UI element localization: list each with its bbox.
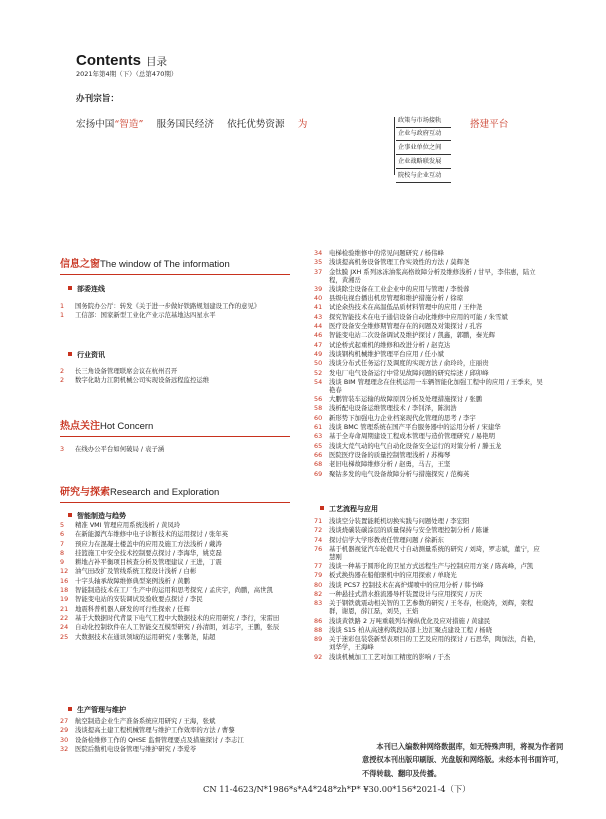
mission-statement [76,119,307,131]
toc-entry[interactable]: 5 精准 VMI 管理应用系统浅析 / 黄凤玲 [60,521,181,529]
toc-entry[interactable]: 44 医疗设备安全维修期管理存在的问题及对策探讨 / 孔容 [314,322,483,331]
toc-entry[interactable]: 49 浅谈钢构机械维护管理平台应用 / 任小斌 [314,349,444,358]
mission-highlight: “智造” [114,119,144,130]
branch-item: 政策与市场接轨 [394,117,441,125]
toc-entry[interactable]: 1 国务院办公厅：转发《关于进一步做好铁路规划建设工作的意见》 [60,302,261,310]
mission-label: 办刊宗旨： [76,94,119,104]
toc-entry[interactable]: 92 浅谈机械加工工艺对加工精度的影响 / 于杰 [314,652,451,661]
toc-entry[interactable]: 58 浅析配电设备运维管理技术 / 李钊泽，陈润浩 [314,404,457,413]
toc-entry[interactable]: 54 浅谈 BIM 管理理念在住机运用一车辆智能化加强工程中的应用 / 王季来，吴艳春 [314,377,543,394]
hot-list [60,445,290,454]
process-list [314,517,546,662]
branch-item: 企业与政府互动 [394,130,441,138]
section-divider [60,436,290,437]
toc-entry[interactable]: 32 医院后勤机电设备管理与维护研究 / 李爱苓 [60,744,197,753]
branch-item: 企事业单位之间 [394,144,441,152]
toc-entry[interactable]: 19 智能变电站的安装调试及验收要点探讨 / 李民 [60,595,203,604]
right-list [314,249,544,479]
toc-entry[interactable]: 7 预应力在混凝土楼盖中的应用及施工方法浅析 / 戴涛 [60,539,222,548]
production-list [60,717,292,754]
toc-entry[interactable]: 25 大数据技术在通讯领域的运用研究 / 张馨尧，陆超 [60,632,216,641]
ministry-list [60,302,290,321]
toc-entry[interactable]: 83 关于钢铁就震动相关智的工艺参数的研究 / 王冬春，杜晓涛，刘辉，栾程群，谢恩，薛江磊，刘昊，王焰 [314,599,534,616]
toc-entry[interactable]: 72 浅谈烧碳装碳涂层的质量保持与安全管理控制分析 / 陈谦 [314,526,489,535]
toc-entry[interactable]: 56 大鹏管装车运输的故障原因分析及处理措施探讨 / 张鹏 [314,395,483,404]
toc-entry[interactable]: 21 地震科普机器人研发的可行性探索 / 任辉 [60,604,190,613]
toc-entry[interactable]: 40 县级电视台播出机房管理和维护措施分析 / 徐琼 [314,294,464,303]
subsection-process: 工艺流程与应用 [320,505,378,514]
toc-entry[interactable]: 18 智能制造技术在工厂生产中的运用和思考探究 / 孟庆宇，尚鹏，高世凯 [60,586,273,595]
mission-part1: 宏扬中国 [76,119,115,130]
toc-entry[interactable]: 22 基于大数据时代背景下电气工程中大数据技术的应用研究 / 李行，宋雷田 [60,613,280,622]
toc-entry[interactable]: 16 十字头轴承故障维修典型案例浅析 / 黄鹏 [60,576,190,585]
toc-entry[interactable]: 30 设备检维修工作的 QHSE 监督管理要点及措施探讨 / 李志江 [60,735,244,744]
subsection-production: 生产管理与维护 [68,706,126,715]
subsection-ministry: 部委连线 [68,285,105,294]
section-divider [60,274,290,275]
toc-entry[interactable]: 12 油气田改扩及管线系统工程设计浅析 / 白彬 [60,567,197,576]
toc-entry[interactable]: 47 试论桥式起重机的维修和改进分析 / 赵克达 [314,340,451,349]
mission-part2: 服务国民经济 [156,119,214,130]
toc-entry[interactable]: 60 新形势下加强电力企业档案现代化管理的思考 / 李宇 [314,413,476,422]
toc-entry[interactable]: 2 长三角设备管理联席会议在杭州召开 [60,367,178,375]
toc-entry[interactable]: 46 智能变电站二次设备调试及维护探讨 / 凯鑫，郭鹏，秦光辉 [314,331,495,340]
toc-entry[interactable]: 24 自动化控制软件在人工智能交互模型研究 / 孙清朗，刘志宇，王鹏，张辰 [60,623,280,632]
toc-entry[interactable]: 86 浅谈黄铁路 2 万吨重载列车操纵优化及应对措施 / 黄建民 [314,616,491,625]
mission-target: 搭建平台 [470,119,509,130]
toc-entry[interactable]: 65 浅谈大荒气动的电气自动化设备安全运行的对策分析 / 滕玉龙 [314,441,502,450]
industry-list [60,367,290,386]
toc-entry[interactable]: 88 浅谈 S15 柏从高速构筑段局部上边汇聚点建设工程 / 杨晓 [314,625,493,634]
toc-entry[interactable]: 63 基于全寿命周期建设工程成本管理与造价管理研究 / 易艳明 [314,432,495,441]
contents-title-cn: 目录 [146,56,167,68]
toc-entry[interactable]: 35 浅谈提高机务设备管理工作实效性的方法 / 莫辉尧 [314,258,470,267]
toc-entry[interactable]: 50 浅谈分布式任务运行及调度的实现方法 / 俞玲玲，庄丽贵 [314,359,489,368]
toc-entry[interactable]: 29 浅谈提高土建工程机械管理与维护工作效率的方法 / 曹黎 [60,726,235,735]
toc-entry[interactable]: 79 板式换热器在船舶驱机中的应用探索 / 单晓光 [314,571,457,580]
section-window: 信息之窗The window of The information [60,259,230,270]
toc-entry[interactable]: 2 数字化助力江阴机械公司实现设备远程监控运维 [60,376,210,385]
toc-entry[interactable]: 71 浅谈空分装置能耗机切换实践与问题处理 / 李宏阳 [314,517,470,525]
toc-entry[interactable]: 76 基于机器视觉汽车轮毂尺寸自动测量系统的研究 / 刘琦，罗志斌，董宁，应慧刚 [314,544,540,561]
toc-entry[interactable]: 37 金钛膜 JXH 系列冰冻油浆高格故障分析及维修浅析 / 甘早，李伟惠，陆立程，黄湘岳 [314,267,536,284]
toc-entry[interactable]: 1 工信部：国家新型工业化产业示范基地达四星水平 [60,311,216,320]
intelligent-list [60,521,292,642]
toc-entry[interactable]: 69 聚钴多发的电气设备故障分析与措施探究 / 范梅英 [314,469,470,478]
toc-entry[interactable]: 34 电梯检验维修中的常见问题研究 / 杨伟峰 [314,249,444,257]
toc-entry[interactable]: 61 浅谈 BMC 管理系统在国产平台服务器中的运用分析 / 宋建华 [314,423,501,432]
toc-entry[interactable]: 41 试论余热技术在高温低品质材料管理中的应用 / 王仲尧 [314,303,483,312]
issue-line: 2021年第4期（下）（总第470期） [76,70,178,78]
toc-entry[interactable]: 9 耕地占补平衡项目核查分析及管理建议 / 王进，丁震 [60,558,222,567]
toc-entry[interactable]: 80 浅谈 PCS7 控制技术在高炉煤喷中的应用分析 / 韩书峰 [314,580,484,589]
mission-part3: 依托优势资源 [227,119,285,130]
contents-title: Contents 目录 [76,52,167,69]
toc-entry[interactable]: 82 一种悬挂式潜水推流器导杆装置设计与应用探究 / 万庆 [314,590,483,599]
cn-code: CN 11-4623/N*1986*s*A4*248*zh*P* ¥30.00*156*2021-4（下） [203,784,471,794]
section-hot: 热点关注Hot Concern [60,421,154,432]
toc-entry[interactable]: 27 航空制造企业生产准备系统应用研究 / 王海，张斌 [60,717,216,725]
subsection-industry: 行业资讯 [68,351,105,360]
toc-entry[interactable]: 77 浅谈一种基于圆形化的卫星方式远程生产与控制应用方案 / 陈高峰，卢凯 [314,562,534,571]
toc-entry[interactable]: 74 探讨信学大学形教责任管理问题 / 徐新东 [314,535,444,544]
toc-entry[interactable]: 6 在新能源汽车维修中电子诊断技术的运用探讨 / 张年英 [60,530,229,539]
section-research: 研究与探索Research and Exploration [60,487,220,498]
toc-entry[interactable]: 39 浅谈除尘设备在工业企业中的应用与管理 / 李悦蓉 [314,284,470,293]
toc-entry[interactable]: 68 老旧电梯故障维修分析 / 赵勇，马吉，王坚 [314,460,451,469]
toc-entry[interactable]: 66 医院医疗设备的质量控制管理浅析 / 苏梅琴 [314,450,451,459]
toc-entry[interactable]: 3 在线办公平台如何破局 / 袁子涵 [60,445,165,453]
toc-entry[interactable]: 89 关于迷彩包装袋新型表项目的工艺及应用的探讨 / 石思华，陶加法，肖艳，刘华学，王海峰 [314,635,540,652]
section-divider [60,502,290,503]
mission-wei: 为 [297,119,308,130]
toc-entry[interactable]: 52 发电厂电气设备运行中常见故障问题的研究综述 / 邱卯峰 [314,368,489,377]
toc-entry[interactable]: 8 挂篮施工中安全技术控制要点探讨 / 李海华，姚克磊 [60,548,222,557]
toc-entry[interactable]: 43 探究智能技术在电子通信设备自动化维修中应用的可能 / 朱雪斌 [314,312,508,321]
subsection-intelligent: 智能制造与趋势 [68,512,126,521]
copyright-notice: 本刊已入编数种网络数据库，如无特殊声明，将视为作者同意授权本刊出版印刷版、光盘版和网络版。未经本刊书面许可，不得转载、翻印及传播。 [362,742,564,778]
branch-item: 企业战略联发展 [394,158,441,166]
branch-item: 院校与企业互动 [394,172,441,180]
